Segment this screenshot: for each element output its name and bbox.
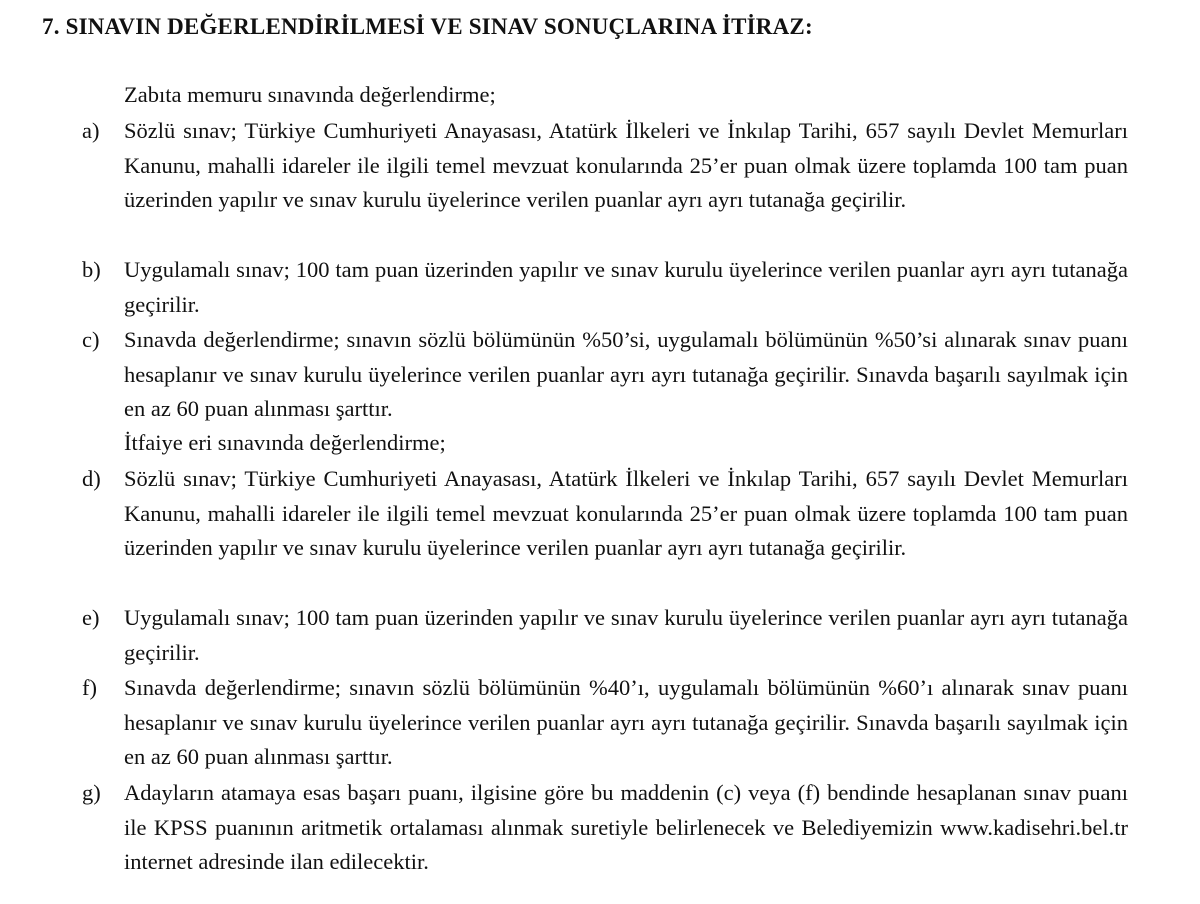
- list-item-text: Sözlü sınav; Türkiye Cumhuriyeti Anayasası, Atatürk İlkeleri ve İnkılap Tarihi, 657 sayılı Devlet Memurları Kanunu, mahalli idareler ile ilgili temel mevzuat konularında 25’er puan olmak üzere toplamda 100 tam puan üzerinden yapılır ve sınav kurulu üyelerince verilen puanlar ayrı ayrı tutanağa geçirilir.: [124, 466, 1128, 561]
- list-item-text: Uygulamalı sınav; 100 tam puan üzerinden yapılır ve sınav kurulu üyelerince verilen puanlar ayrı ayrı tutanağa geçirilir.: [124, 257, 1128, 317]
- list-marker: b): [82, 257, 101, 282]
- list-item-text: Sözlü sınav; Türkiye Cumhuriyeti Anayasası, Atatürk İlkeleri ve İnkılap Tarihi, 657 sayılı Devlet Memurları Kanunu, mahalli idareler ile ilgili temel mevzuat konularında 25’er puan olmak üzere toplamda 100 tam puan üzerinden yapılır ve sınav kurulu üyelerince verilen puanlar ayrı ayrı tutanağa geçirilir.: [124, 118, 1128, 213]
- list-item-text: Adayların atamaya esas başarı puanı, ilgisine göre bu maddenin (c) veya (f) bendinde hesaplanan sınav puanı ile KPSS puanının aritmetik ortalaması alınmak suretiyle belirlenecek ve Belediyemizin www.kadisehri.bel.tr internet adresinde ilan edilecektir.: [124, 780, 1128, 875]
- list-marker: c): [82, 327, 100, 352]
- list-marker: d): [82, 466, 101, 491]
- list-marker: g): [82, 780, 101, 805]
- list-item-text: Uygulamalı sınav; 100 tam puan üzerinden yapılır ve sınav kurulu üyelerince verilen puanlar ayrı ayrı tutanağa geçirilir.: [124, 605, 1128, 665]
- section-heading: 7. SINAVIN DEĞERLENDİRİLMESİ VE SINAV SONUÇLARINA İTİRAZ:: [42, 14, 813, 39]
- list-item-text: Sınavda değerlendirme; sınavın sözlü bölümünün %40’ı, uygulamalı bölümünün %60’ı alınarak sınav puanı hesaplanır ve sınav kurulu üyelerince verilen puanlar ayrı ayrı tutanağa geçirilir. Sınavda başarılı sayılmak için en az 60 puan alınması şarttır.: [124, 675, 1128, 770]
- list-marker: a): [82, 118, 100, 143]
- itfaiye-intro: İtfaiye eri sınavında değerlendirme;: [124, 430, 446, 455]
- zabita-intro: Zabıta memuru sınavında değerlendirme;: [124, 82, 496, 107]
- list-marker: f): [82, 675, 97, 700]
- list-marker: e): [82, 605, 100, 630]
- list-item-text: Sınavda değerlendirme; sınavın sözlü bölümünün %50’si, uygulamalı bölümünün %50’si alınarak sınav puanı hesaplanır ve sınav kurulu üyelerince verilen puanlar ayrı ayrı tutanağa geçirilir. Sınavda başarılı sayılmak için en az 60 puan alınması şarttır.: [124, 327, 1128, 422]
